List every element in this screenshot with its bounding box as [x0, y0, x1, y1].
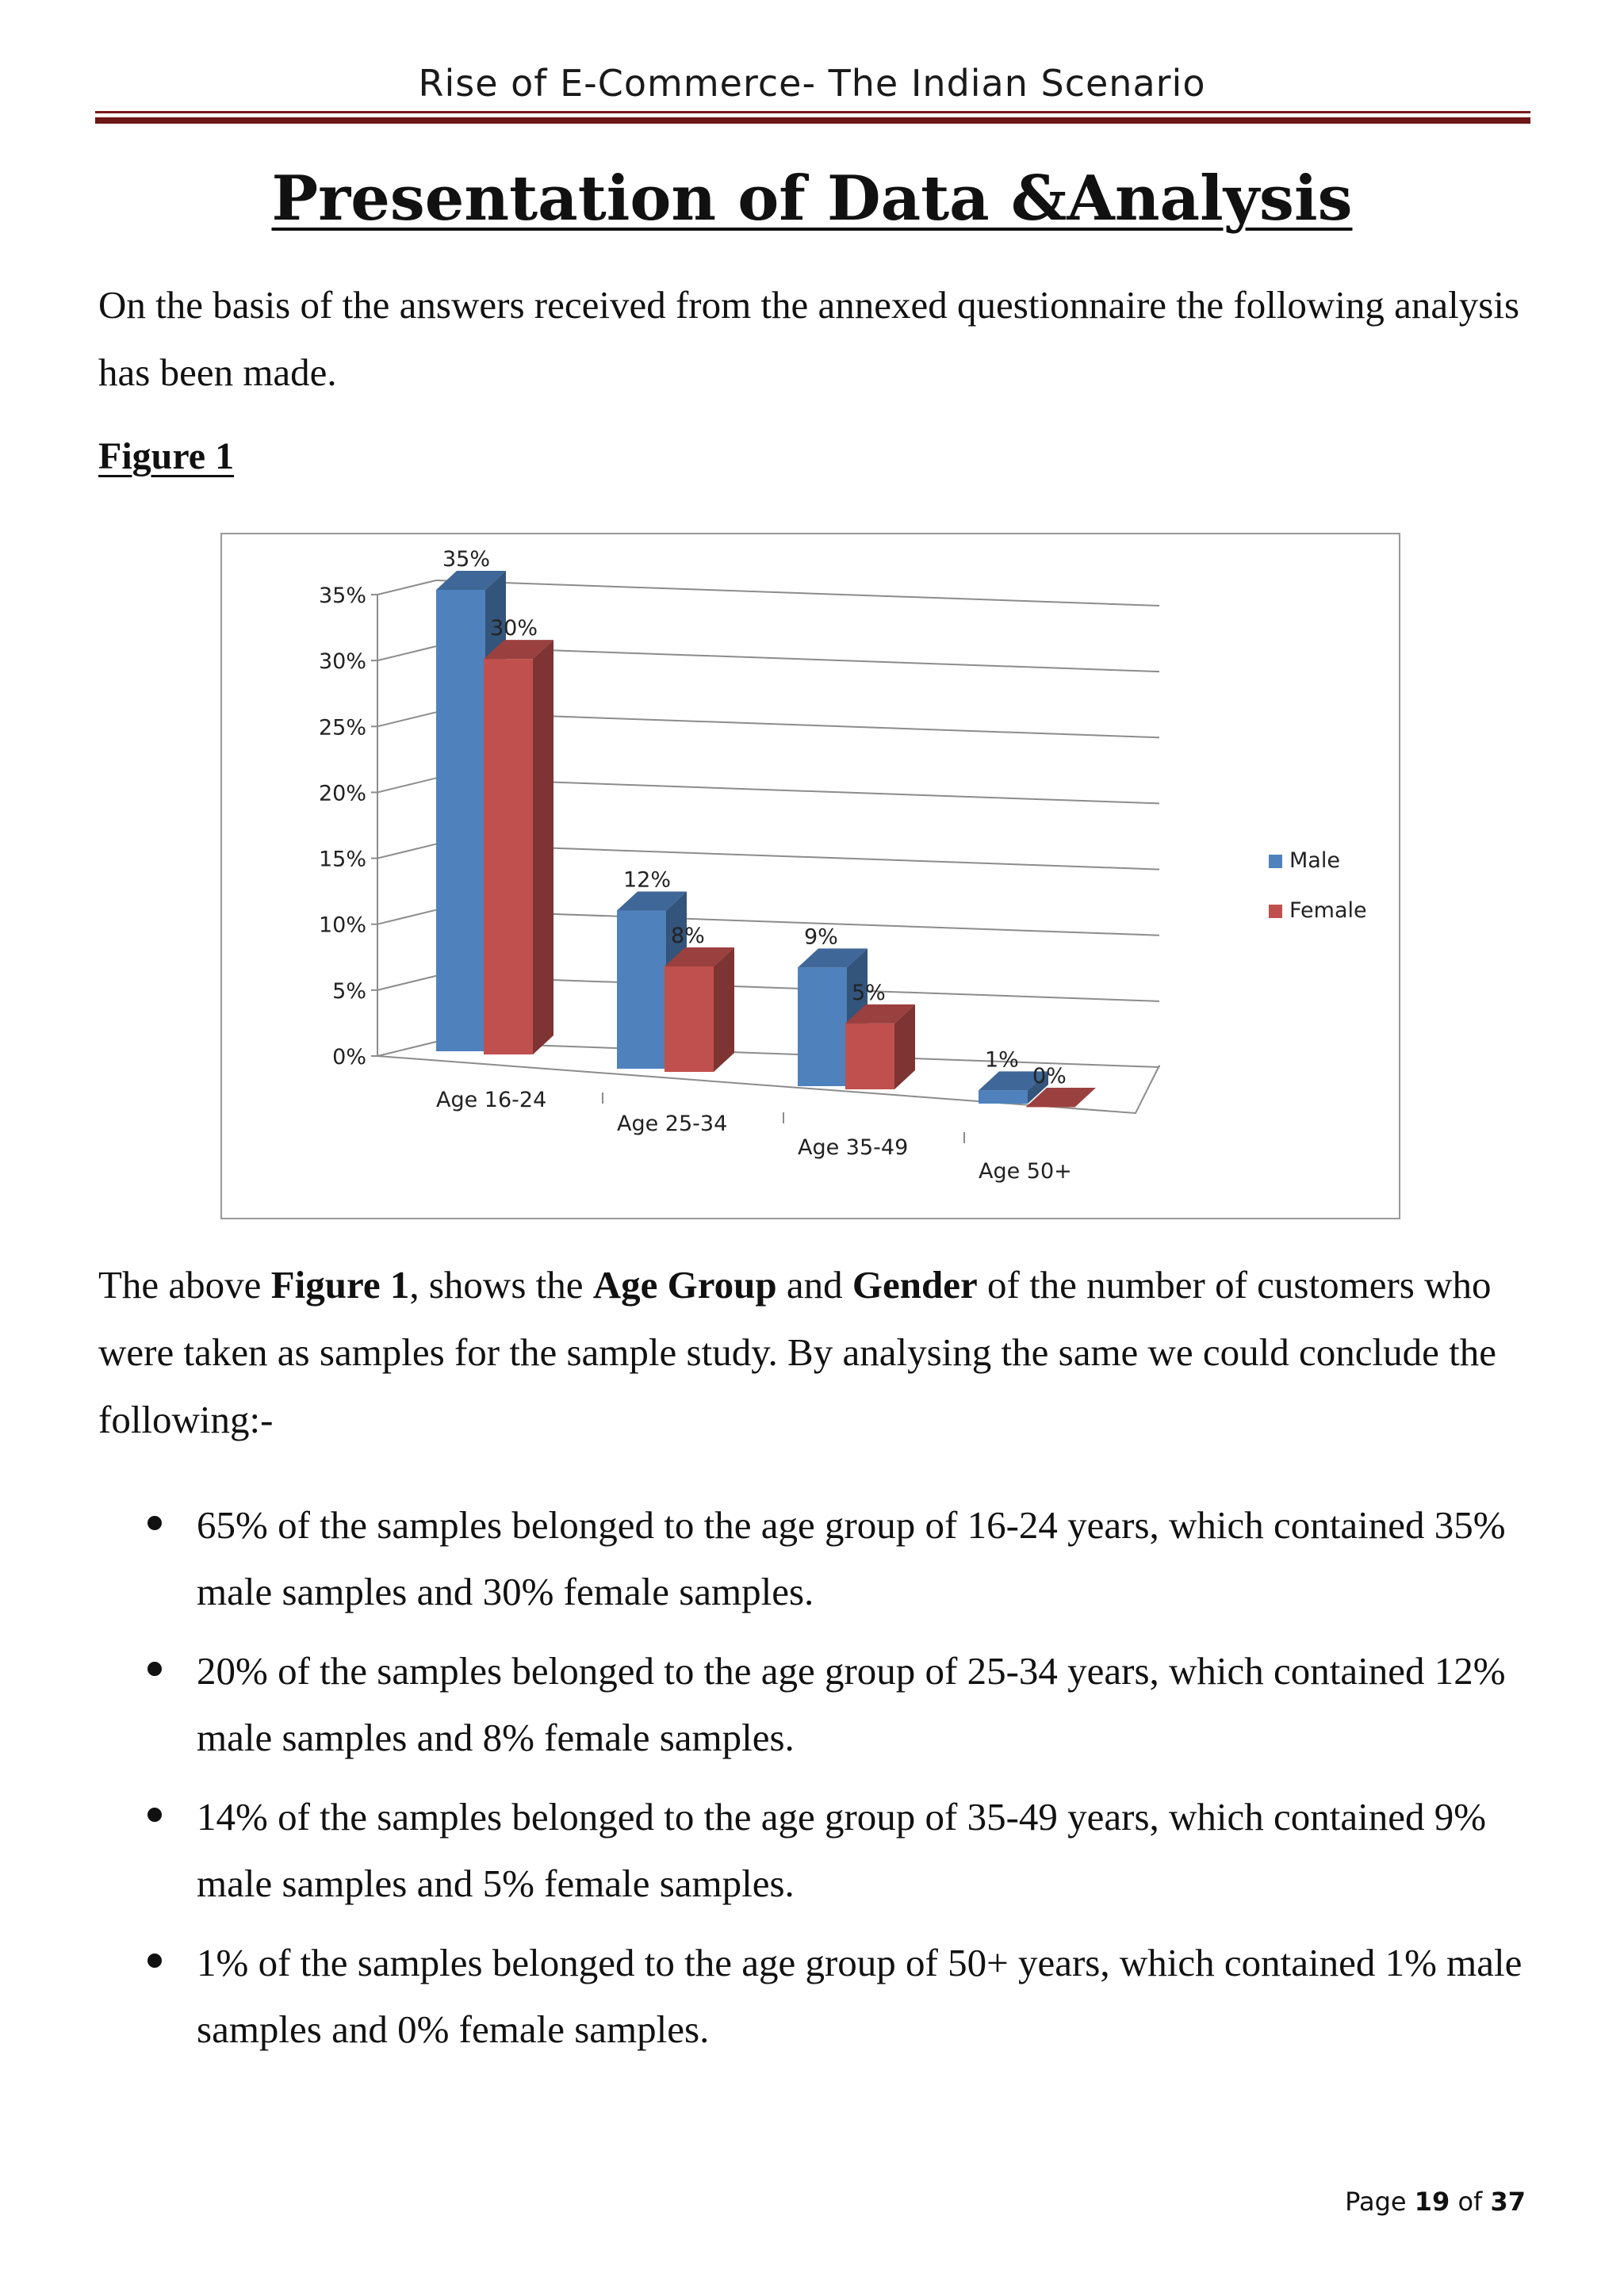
gridline-side — [377, 844, 436, 859]
page-title: Presentation of Data &Analysis — [271, 163, 1353, 235]
data-label: 9% — [804, 924, 838, 950]
y-tick-label: 0% — [332, 1045, 366, 1070]
data-label: 1% — [985, 1047, 1019, 1073]
legend-label: Male — [1289, 848, 1340, 873]
bar — [617, 910, 666, 1069]
list-item — [98, 1930, 1542, 2063]
y-tick-label: 30% — [318, 649, 366, 675]
y-tick-label: 10% — [318, 913, 366, 938]
bar — [979, 1090, 1028, 1104]
paragraph-bold-gender: Gender — [852, 1263, 978, 1307]
paragraph-text: , shows the — [409, 1263, 593, 1307]
y-tick-label: 5% — [332, 978, 366, 1004]
y-tick-label: 25% — [318, 715, 366, 740]
legend-swatch — [1269, 905, 1282, 918]
legend-swatch — [1269, 855, 1282, 868]
data-label: 35% — [442, 547, 491, 572]
data-label: 30% — [490, 616, 538, 641]
gridline-side — [377, 580, 436, 595]
gridline-side — [377, 910, 436, 924]
page-number — [1345, 2187, 1526, 2217]
bar — [1026, 1107, 1075, 1108]
chart-container — [220, 533, 1400, 1219]
gridline-side — [377, 646, 436, 660]
page-current: 19 — [1414, 2187, 1450, 2217]
bullet-icon — [147, 1808, 162, 1822]
list-item-text: 65% of the samples belonged to the age group of 16-24 years, which contained 35% male samples and 30% female samples. — [197, 1503, 1506, 1613]
bar — [436, 590, 485, 1051]
figure-label: Figure 1 — [98, 435, 235, 477]
list-item — [98, 1492, 1542, 1625]
gridline-side — [377, 1042, 436, 1056]
list-item-text: 1% of the samples belonged to the age group of 50+ years, which contained 1% male samples and 0% female samples. — [197, 1941, 1522, 2051]
data-label: 8% — [671, 923, 705, 948]
paragraph-text: and — [776, 1263, 852, 1307]
paragraph-bold-age-group: Age Group — [592, 1263, 777, 1307]
paragraph-text: The above — [98, 1263, 271, 1307]
bar — [798, 967, 847, 1086]
intro-paragraph: On the basis of the answers received from the annexed questionnaire the following analysis has been made. — [98, 283, 1520, 394]
bar-side — [714, 947, 734, 1072]
page-prefix: Page — [1345, 2187, 1407, 2217]
bar — [845, 1024, 894, 1089]
findings-list — [98, 1492, 1542, 2076]
bar — [484, 659, 533, 1054]
bullet-icon — [147, 1954, 162, 1968]
analysis-paragraph — [98, 1251, 1526, 1453]
data-label: 5% — [852, 980, 886, 1005]
header-rule-thick — [95, 117, 1530, 124]
gridline-side — [377, 976, 436, 990]
page-of: of — [1457, 2187, 1483, 2217]
legend-label: Female — [1289, 898, 1367, 923]
list-item — [98, 1638, 1542, 1771]
header-rule-thin — [95, 111, 1530, 113]
data-label: 0% — [1032, 1064, 1067, 1089]
x-tick-label: Age 35-49 — [798, 1135, 909, 1160]
list-item-text: 14% of the samples belonged to the age group of 35-49 years, which contained 9% male samples and 5% female samples. — [197, 1795, 1487, 1905]
gridline — [436, 580, 1159, 606]
paragraph-text: of the number of customers who were taken as samples for the sample study. By analysing the same we could conclude the following:- — [98, 1263, 1497, 1441]
gridline-side — [377, 712, 436, 726]
y-tick-label: 35% — [318, 584, 366, 608]
y-tick-label: 15% — [318, 847, 366, 872]
bullet-icon — [147, 1662, 162, 1676]
bar-chart — [222, 534, 1399, 1218]
paragraph-bold-figure: Figure 1 — [270, 1263, 410, 1307]
list-item-text: 20% of the samples belonged to the age group of 25-34 years, which contained 12% male samples and 8% female samples. — [197, 1649, 1506, 1759]
running-header: Rise of E-Commerce- The Indian Scenario — [418, 62, 1206, 105]
data-label: 12% — [623, 867, 672, 893]
bar-side — [533, 640, 553, 1054]
list-item — [98, 1784, 1542, 1917]
page-total: 37 — [1490, 2187, 1526, 2217]
x-tick-label: Age 25-34 — [617, 1112, 728, 1136]
bullet-icon — [147, 1516, 162, 1530]
x-tick-label: Age 50+ — [979, 1159, 1072, 1184]
bar — [665, 966, 714, 1072]
gridline-side — [377, 778, 436, 792]
x-tick-label: Age 16-24 — [436, 1088, 547, 1112]
y-tick-label: 20% — [318, 781, 366, 806]
